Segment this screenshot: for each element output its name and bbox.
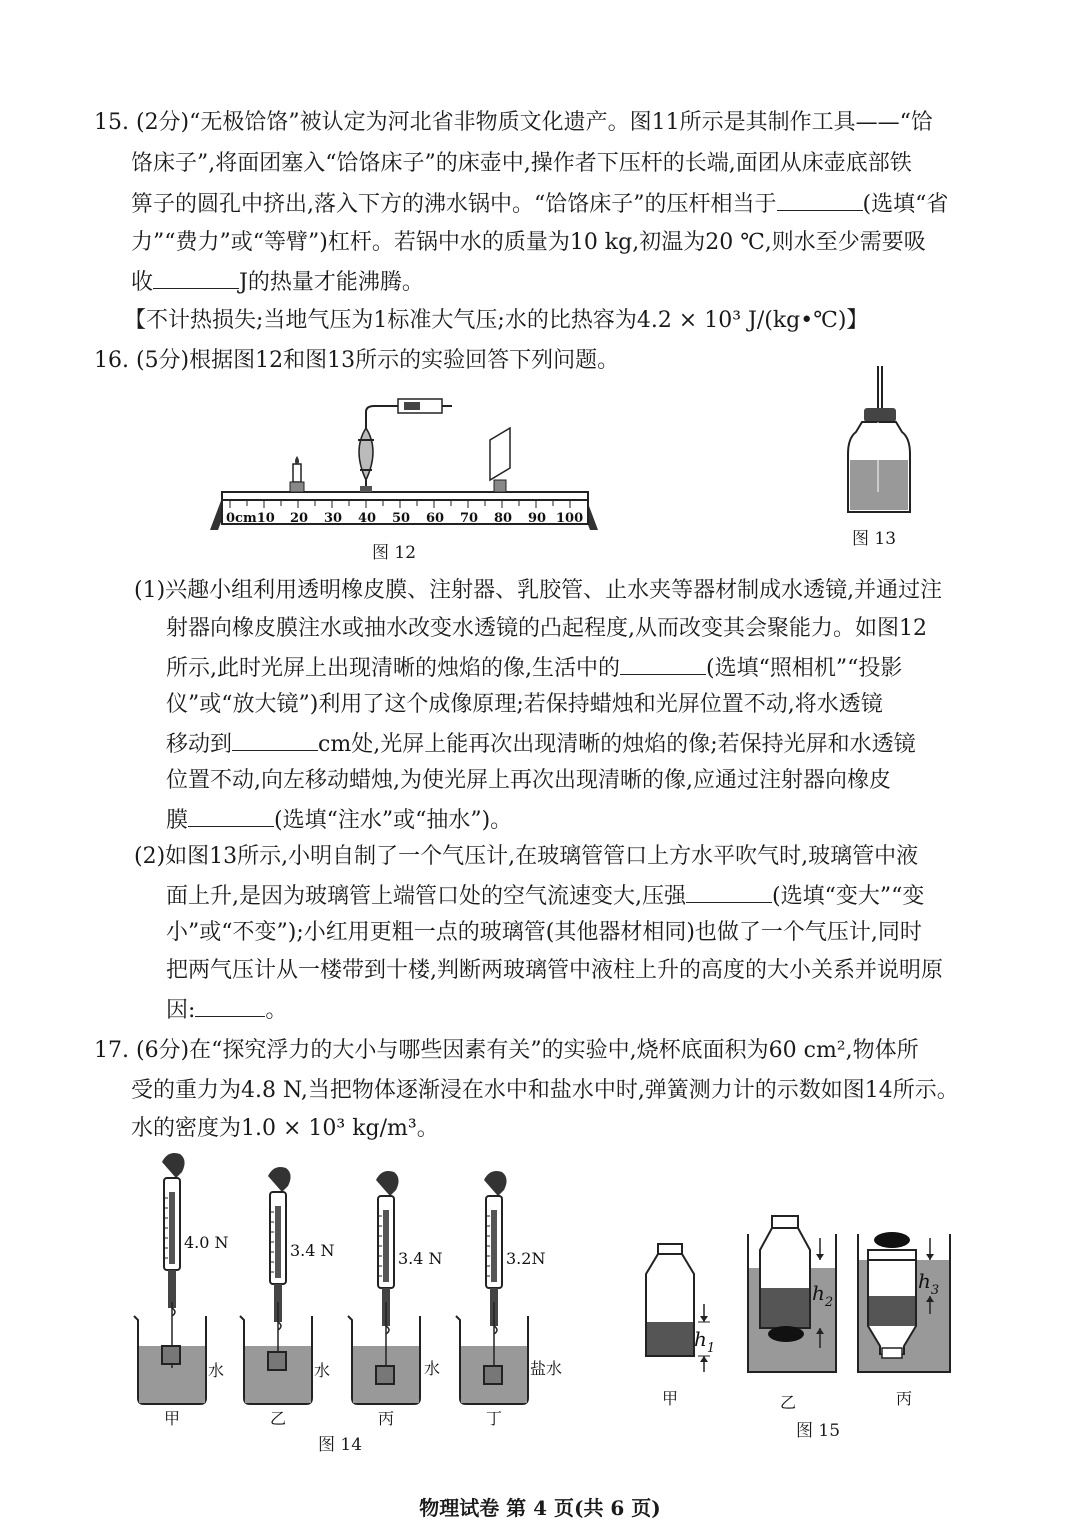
q16-p1-line-4: 仪”或“放大镜”)利用了这个成像原理;若保持蜡烛和光屏位置不动,将水透镜 bbox=[166, 692, 883, 717]
ruler-label: 60 bbox=[426, 511, 445, 526]
q16-p1-line-7a: 膜 bbox=[166, 808, 189, 833]
scale-bing bbox=[348, 1171, 420, 1404]
q16-p2-line-2 bbox=[166, 880, 924, 912]
light-screen bbox=[490, 428, 510, 492]
ruler-label: 50 bbox=[392, 511, 411, 526]
scale-jia bbox=[134, 1153, 206, 1404]
ruler-label: 90 bbox=[528, 511, 547, 526]
liquid-label: 盐水 bbox=[530, 1359, 563, 1378]
bottle-jia bbox=[646, 1244, 710, 1372]
q17-line-2: 受的重力为4.8 N,当把物体逐渐浸在水中和盐水中时,弹簧测力计的示数如图14所示。 bbox=[131, 1078, 959, 1103]
beaker-label: 乙 bbox=[270, 1409, 287, 1428]
scale-yi bbox=[240, 1167, 312, 1404]
figure-12-optical-bench bbox=[200, 390, 620, 540]
q15-line-3b: (选填“省 bbox=[862, 192, 949, 217]
q15-line-3 bbox=[131, 188, 948, 220]
beaker-label: 甲 bbox=[164, 1409, 181, 1428]
bottle-bing bbox=[858, 1232, 950, 1372]
q16-p2-line-5a: 因: bbox=[166, 998, 196, 1023]
q15-line-5 bbox=[131, 266, 424, 298]
q16-p1-line-5b: cm处,光屏上能再次出现清晰的烛焰的像;若保持光屏和水透镜 bbox=[318, 732, 916, 757]
candle bbox=[290, 456, 304, 492]
q16-p2-line-3: 小”或“不变”);小红用更粗一点的玻璃管(其他器材相同)也做了一个气压计,同时 bbox=[166, 920, 922, 945]
q15-line-1: 15. (2分)“无极饸饹”被认定为河北省非物质文化遗产。图11所示是其制作工具——“饸 bbox=[94, 110, 933, 135]
scale-ding bbox=[456, 1171, 528, 1404]
q16-p2-line-4: 把两气压计从一楼带到十楼,判断两玻璃管中液柱上升的高度的大小关系并说明原 bbox=[166, 958, 943, 983]
water-lens bbox=[358, 399, 452, 492]
figure-14-caption: 图 14 bbox=[318, 1435, 363, 1455]
q15-line-5a: 收 bbox=[131, 270, 154, 295]
q16-p2-line-5b: 。 bbox=[265, 998, 288, 1023]
ruler-label: 30 bbox=[324, 511, 343, 526]
q16-p1-line-6: 位置不动,向左移动蜡烛,为使光屏上再次出现清晰的像,应通过注射器向橡皮 bbox=[166, 768, 891, 793]
q16-p1-line-3a: 所示,此时光屏上出现清晰的烛焰的像,生活中的 bbox=[166, 656, 620, 681]
ruler-label: 100 bbox=[556, 511, 584, 526]
q15-note: 【不计热损失;当地气压为1标准大气压;水的比热容为4.2 × 10³ J/(kg•℃)】 bbox=[124, 308, 869, 333]
bottle-label: 乙 bbox=[780, 1393, 797, 1412]
q16-p1-line-5a: 移动到 bbox=[166, 732, 233, 757]
q16-p2-line-1: (2)如图13所示,小明自制了一个气压计,在玻璃管管口上方水平吹气时,玻璃管中液 bbox=[134, 844, 919, 869]
answer-blank[interactable] bbox=[188, 804, 274, 827]
ruler-label: 0cm10 bbox=[226, 511, 275, 526]
liquid-label: 水 bbox=[208, 1361, 225, 1380]
answer-blank[interactable] bbox=[232, 728, 318, 751]
q16-p2-line-5 bbox=[166, 994, 287, 1026]
ruler-label: 80 bbox=[494, 511, 513, 526]
figure-15-caption: 图 15 bbox=[796, 1421, 841, 1441]
answer-blank[interactable] bbox=[153, 266, 239, 289]
page-footer: 物理试卷 第 4 页(共 6 页) bbox=[419, 1496, 661, 1520]
reading: 3.4 N bbox=[290, 1241, 335, 1260]
answer-blank[interactable] bbox=[620, 652, 706, 675]
ruler-label: 40 bbox=[358, 511, 377, 526]
figure-12-caption: 图 12 bbox=[372, 543, 417, 563]
reading: 4.0 N bbox=[184, 1233, 229, 1252]
ruler-label: 70 bbox=[460, 511, 479, 526]
liquid-label: 水 bbox=[424, 1359, 441, 1378]
q16-p1-line-5 bbox=[166, 728, 916, 760]
q15-line-5b: J的热量才能沸腾。 bbox=[239, 270, 424, 295]
answer-blank[interactable] bbox=[195, 994, 265, 1017]
beaker-label: 丙 bbox=[378, 1409, 395, 1428]
q17-line-1: 17. (6分)在“探究浮力的大小与哪些因素有关”的实验中,烧杯底面积为60 cm²,物体所 bbox=[94, 1038, 919, 1063]
q16-p1-line-7 bbox=[166, 804, 512, 836]
q16-line-1: 16. (5分)根据图12和图13所示的实验回答下列问题。 bbox=[94, 348, 620, 373]
q16-p1-line-3 bbox=[166, 652, 902, 684]
figure-13-caption: 图 13 bbox=[852, 529, 897, 549]
q15-line-2: 饹床子”,将面团塞入“饸饹床子”的床壶中,操作者下压杆的长端,面团从床壶底部铁 bbox=[131, 151, 912, 176]
q16-p2-line-2a: 面上升,是因为玻璃管上端管口处的空气流速变大,压强 bbox=[166, 884, 686, 909]
q16-p1-line-3b: (选填“照相机”“投影 bbox=[706, 656, 903, 681]
figure-14-spring-scales bbox=[120, 1148, 590, 1458]
liquid-label: 水 bbox=[314, 1361, 331, 1380]
q15-line-3a: 箅子的圆孔中挤出,落入下方的沸水锅中。“饸饹床子”的压杆相当于 bbox=[131, 192, 777, 217]
height-label: $h_3$ bbox=[918, 1269, 940, 1298]
reading: 3.4 N bbox=[398, 1249, 443, 1268]
q17-line-3: 水的密度为1.0 × 10³ kg/m³。 bbox=[131, 1116, 439, 1141]
bottle-label: 甲 bbox=[662, 1389, 679, 1408]
answer-blank[interactable] bbox=[686, 880, 772, 903]
q16-p1-line-7b: (选填“注水”或“抽水”)。 bbox=[274, 808, 513, 833]
beaker-label: 丁 bbox=[486, 1409, 503, 1428]
figure-13-barometer bbox=[838, 362, 918, 522]
q16-p2-line-2b: (选填“变大”“变 bbox=[772, 884, 925, 909]
bottle-label: 丙 bbox=[896, 1389, 913, 1408]
q16-p1-line-2: 射器向橡皮膜注水或抽水改变水透镜的凸起程度,从而改变其会聚能力。如图12 bbox=[166, 616, 927, 641]
height-label: $h_1$ bbox=[694, 1327, 716, 1356]
ruler-label: 20 bbox=[290, 511, 309, 526]
height-label: $h_2$ bbox=[812, 1281, 834, 1310]
answer-blank[interactable] bbox=[777, 188, 863, 211]
q16-p1-line-1: (1)兴趣小组利用透明橡皮膜、注射器、乳胶管、止水夹等器材制成水透镜,并通过注 bbox=[134, 578, 943, 603]
figure-15-bottles bbox=[636, 1208, 966, 1418]
reading: 3.2N bbox=[506, 1249, 546, 1268]
q15-line-4: 力”“费力”或“等臂”)杠杆。若锅中水的质量为10 kg,初温为20 ℃,则水至少需要吸 bbox=[131, 230, 926, 255]
